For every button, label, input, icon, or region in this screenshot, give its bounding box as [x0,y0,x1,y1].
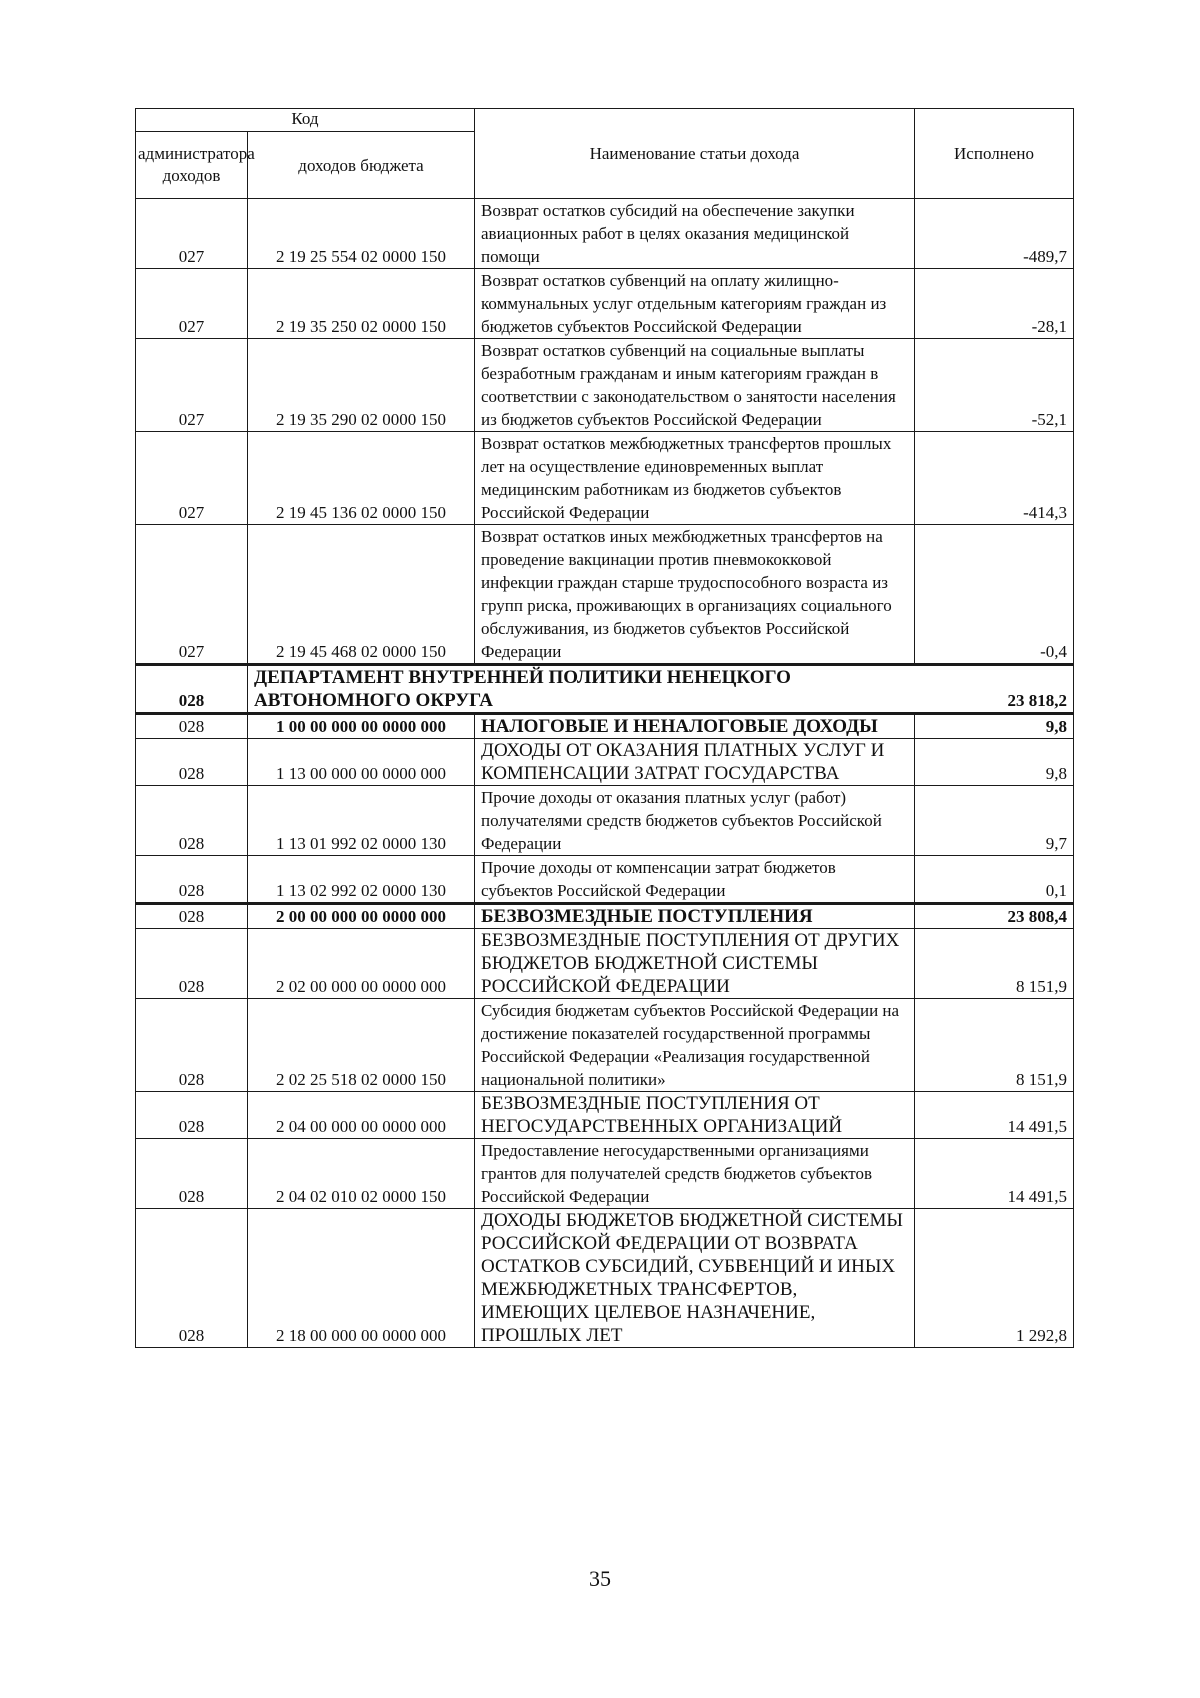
header-name: Наименование статьи дохода [475,109,915,199]
amount: 9,8 [915,714,1074,739]
table-row [136,339,1074,432]
amount: -489,7 [915,199,1074,269]
admin-code: 028 [136,714,248,739]
item-name: Прочие доходы от оказания платных услуг (работ) получателями средств бюджетов субъектов Российской Федерации [475,786,915,856]
item-name: БЕЗВОЗМЕЗДНЫЕ ПОСТУПЛЕНИЯ ОТ ДРУГИХ БЮДЖЕТОВ БЮДЖЕТНОЙ СИСТЕМЫ РОССИЙСКОЙ ФЕДЕРАЦИИ [475,929,915,999]
table-row [136,199,1074,269]
revenue-table [135,108,1074,1348]
item-name: Возврат остатков субсидий на обеспечение закупки авиационных работ в целях оказания медицинской помощи [475,199,915,269]
budget-code: 2 19 45 468 02 0000 150 [248,525,475,665]
table-row [136,929,1074,999]
table-row [136,1092,1074,1139]
amount: -28,1 [915,269,1074,339]
budget-code: 1 13 02 992 02 0000 130 [248,856,475,904]
admin-code: 027 [136,432,248,525]
budget-code: 2 02 00 000 00 0000 000 [248,929,475,999]
item-name: Возврат остатков иных межбюджетных трансфертов на проведение вакцинации против пневмококковой инфекции граждан старше трудоспособного возраста из групп риска, проживающих в организациях социального обслуживания, из бюджетов субъектов Российской Федерации [475,525,915,665]
amount: 0,1 [915,856,1074,904]
item-name: НАЛОГОВЫЕ И НЕНАЛОГОВЫЕ ДОХОДЫ [475,714,915,739]
amount: 23 808,4 [915,904,1074,929]
table-row [136,856,1074,904]
item-name: ДОХОДЫ БЮДЖЕТОВ БЮДЖЕТНОЙ СИСТЕМЫ РОССИЙСКОЙ ФЕДЕРАЦИИ ОТ ВОЗВРАТА ОСТАТКОВ СУБСИДИЙ, СУБВЕНЦИЙ И ИНЫХ МЕЖБЮДЖЕТНЫХ ТРАНСФЕРТОВ, ИМЕЮЩИХ ЦЕЛЕВОЕ НАЗНАЧЕНИЕ, ПРОШЛЫХ ЛЕТ [475,1209,915,1348]
table-row [136,1209,1074,1348]
amount: -52,1 [915,339,1074,432]
amount: 9,7 [915,786,1074,856]
table-row [136,269,1074,339]
budget-code: 2 18 00 000 00 0000 000 [248,1209,475,1348]
admin-code: 027 [136,525,248,665]
budget-code: 2 19 45 136 02 0000 150 [248,432,475,525]
table-row [136,904,1074,929]
budget-code: 2 02 25 518 02 0000 150 [248,999,475,1092]
admin-code: 028 [136,999,248,1092]
amount: 23 818,2 [915,665,1074,714]
admin-code: 028 [136,1209,248,1348]
admin-code: 028 [136,904,248,929]
item-name: ДОХОДЫ ОТ ОКАЗАНИЯ ПЛАТНЫХ УСЛУГ И КОМПЕНСАЦИИ ЗАТРАТ ГОСУДАРСТВА [475,739,915,786]
admin-code: 028 [136,1092,248,1139]
amount: 1 292,8 [915,1209,1074,1348]
admin-code: 028 [136,856,248,904]
table-row [136,432,1074,525]
table-row [136,999,1074,1092]
admin-code: 028 [136,786,248,856]
table-row [136,714,1074,739]
admin-code: 027 [136,339,248,432]
budget-code: 2 00 00 000 00 0000 000 [248,904,475,929]
page-number: 35 [589,1566,611,1591]
table-row [136,1139,1074,1209]
admin-code: 027 [136,199,248,269]
budget-code: 2 19 25 554 02 0000 150 [248,199,475,269]
budget-code: 2 04 02 010 02 0000 150 [248,1139,475,1209]
item-name: БЕЗВОЗМЕЗДНЫЕ ПОСТУПЛЕНИЯ ОТ НЕГОСУДАРСТВЕННЫХ ОРГАНИЗАЦИЙ [475,1092,915,1139]
budget-code: 1 00 00 000 00 0000 000 [248,714,475,739]
admin-code: 028 [136,665,248,714]
admin-code: 028 [136,1139,248,1209]
amount: 14 491,5 [915,1092,1074,1139]
header-code: доходов бюджета [248,132,475,199]
header-amount: Исполнено [915,109,1074,199]
budget-code: 1 13 01 992 02 0000 130 [248,786,475,856]
amount: 8 151,9 [915,999,1074,1092]
budget-code: 2 19 35 250 02 0000 150 [248,269,475,339]
admin-code: 028 [136,739,248,786]
amount: 8 151,9 [915,929,1074,999]
item-name: Предоставление негосударственными организациями грантов для получателей средств бюджетов субъектов Российской Федерации [475,1139,915,1209]
table-row [136,739,1074,786]
item-name: Субсидия бюджетам субъектов Российской Федерации на достижение показателей государственной программы Российской Федерации «Реализация государственной национальной политики» [475,999,915,1092]
item-name: Возврат остатков субвенций на социальные выплаты безработным гражданам и иным категориям граждан в соответствии с законодательством о занятости населения из бюджетов субъектов Российской Федерации [475,339,915,432]
amount: 14 491,5 [915,1139,1074,1209]
admin-code: 027 [136,269,248,339]
item-name: Прочие доходы от компенсации затрат бюджетов субъектов Российской Федерации [475,856,915,904]
amount: -414,3 [915,432,1074,525]
header-kod: Код [136,109,475,132]
budget-code: 2 04 00 000 00 0000 000 [248,1092,475,1139]
department-name: ДЕПАРТАМЕНТ ВНУТРЕННЕЙ ПОЛИТИКИ НЕНЕЦКОГО АВТОНОМНОГО ОКРУГА [248,665,915,714]
budget-code: 1 13 00 000 00 0000 000 [248,739,475,786]
admin-code: 028 [136,929,248,999]
item-name: Возврат остатков межбюджетных трансфертов прошлых лет на осуществление единовременных выплат медицинским работникам из бюджетов субъектов Российской Федерации [475,432,915,525]
amount: -0,4 [915,525,1074,665]
table-row [136,525,1074,665]
header-row-top [136,109,1074,132]
item-name: Возврат остатков субвенций на оплату жилищно-коммунальных услуг отдельным категориям граждан из бюджетов субъектов Российской Федерации [475,269,915,339]
item-name: БЕЗВОЗМЕЗДНЫЕ ПОСТУПЛЕНИЯ [475,904,915,929]
amount: 9,8 [915,739,1074,786]
table-row [136,786,1074,856]
header-admin: администратора доходов [136,132,248,199]
budget-code: 2 19 35 290 02 0000 150 [248,339,475,432]
department-row [136,665,1074,714]
